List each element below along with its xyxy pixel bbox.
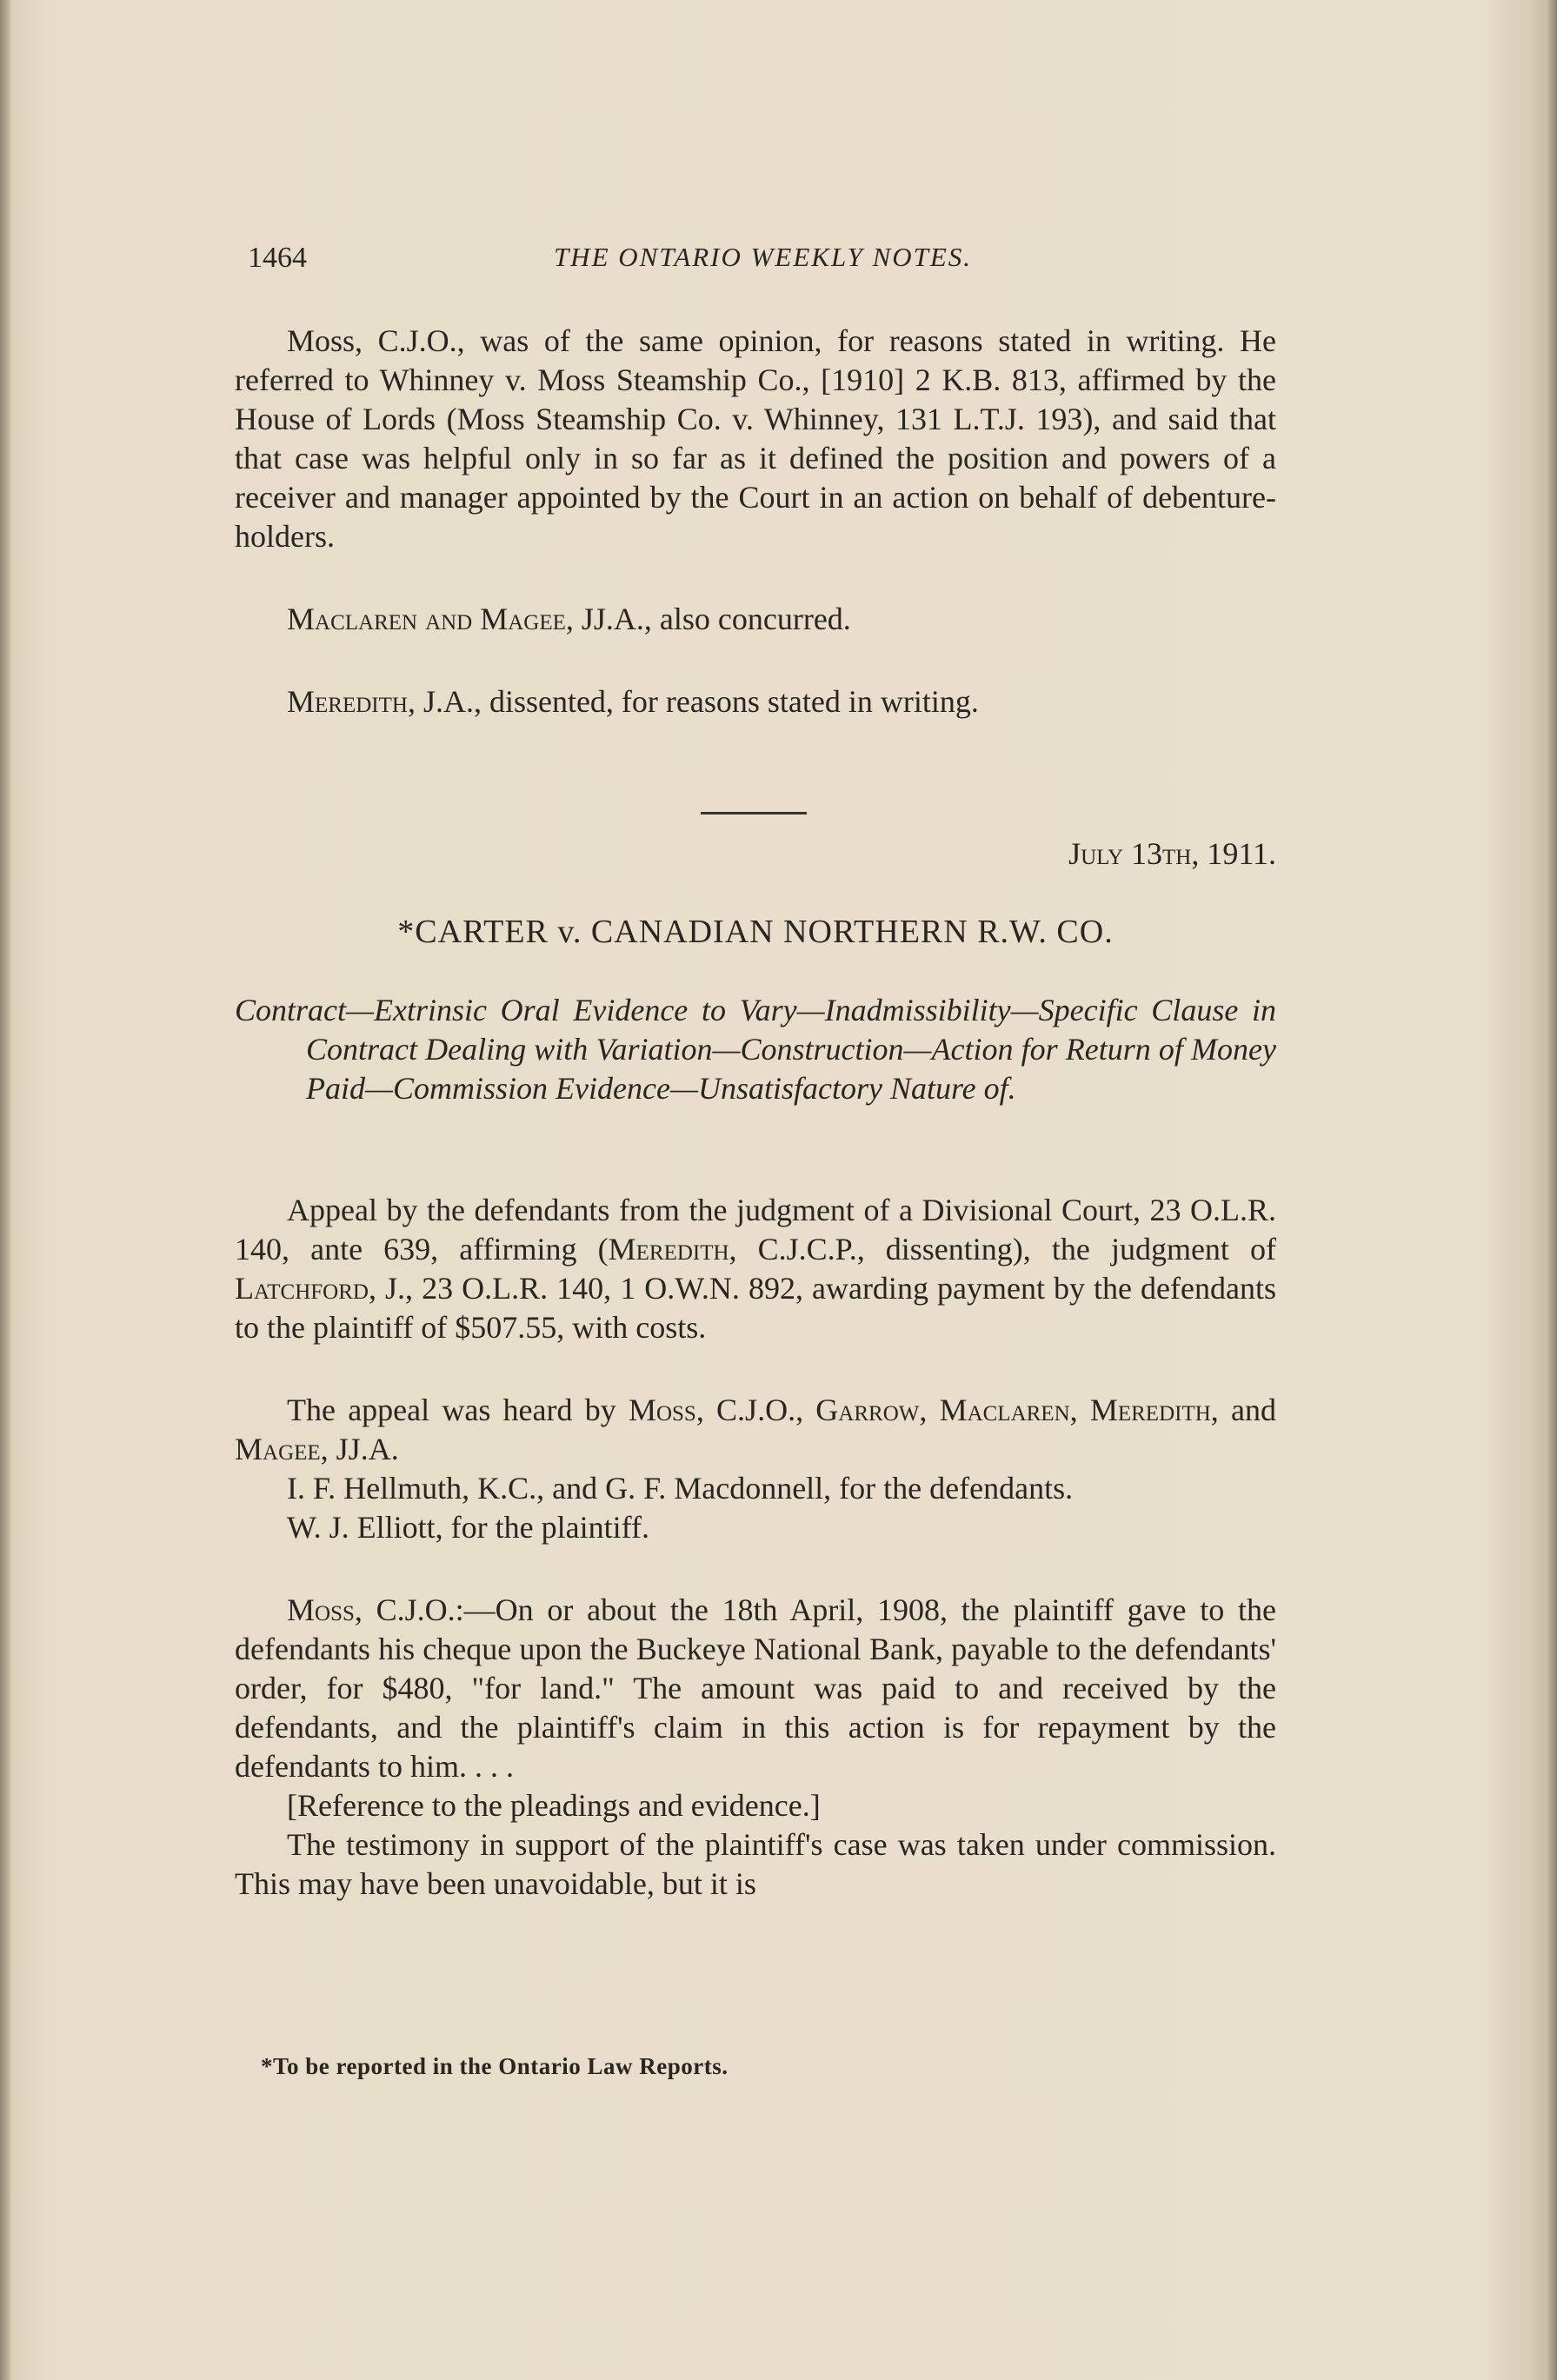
heard-text-3: , and [1210, 1393, 1276, 1427]
case-body [235, 1191, 1276, 1904]
catchwords-text: Contract—Extrinsic Oral Evidence to Vary—Inadmissibility—Specific Clause in Contract Dealing with Variation—Construction—Action for Return of Money Paid—Commission Evidence—Unsatisfactory Nature of. [235, 993, 1276, 1106]
heard-moss: Moss [628, 1393, 696, 1427]
prev-case-block [235, 322, 1276, 721]
page-edge-right [1545, 0, 1557, 2380]
dissent-name: Meredith [287, 684, 408, 719]
counsel-defendants: I. F. Hellmuth, K.C., and G. F. Macdonnell, for the defendants. [287, 1471, 1074, 1506]
appeal-text-1: Appeal by the defendants from the judgment of a Divisional Court, 23 O.L.R. 140, ante 639, affirming ( [235, 1193, 1276, 1266]
concurred-paragraph [235, 600, 1276, 639]
dissent-text: , J.A., dissented, for reasons stated in writing. [407, 684, 979, 719]
counsel-plaintiff: W. J. Elliott, for the plaintiff. [287, 1510, 649, 1545]
reference-paragraph: [Reference to the pleadings and evidence.] [287, 1788, 821, 1823]
appeal-judge-1: Meredith [608, 1232, 729, 1266]
section-rule [701, 812, 807, 814]
heard-text-2: , C.J.O., [695, 1393, 816, 1427]
catchwords [235, 991, 1276, 1108]
testimony-paragraph: The testimony in support of the plaintiff's case was taken under commission. This may have been unavoidable, but it is [235, 1827, 1276, 1901]
appeal-text-3: , J., 23 O.L.R. 140, 1 O.W.N. 892, awarding payment by the defendants to the plaintiff of $507.55, with costs. [235, 1271, 1276, 1345]
appeal-judge-2: Latchford [235, 1271, 369, 1306]
heard-paragraph [235, 1391, 1276, 1469]
dissent-paragraph [235, 682, 1276, 721]
footnote: *To be reported in the Ontario Law Reports. [261, 2053, 729, 2079]
concurred-names: Maclaren and Magee [287, 602, 566, 636]
appeal-paragraph [235, 1191, 1276, 1347]
page-header [248, 242, 1278, 285]
page-number: 1464 [248, 242, 307, 274]
judgment-text: , C.J.O.:—On or about the 18th April, 1908, the plaintiff gave to the defendants his cheque upon the Buckeye National Bank, payable to the defendants' order, for $480, "for land." The amount was paid to and received by the defendants, and the plaintiff's claim in this action is for repayment by the defendants to him. . . . [235, 1592, 1276, 1784]
running-head: THE ONTARIO WEEKLY NOTES. [553, 242, 973, 272]
page-edge-left [0, 0, 10, 2380]
case-date: July 13th, 1911. [1068, 836, 1276, 871]
concurred-text: , JJ.A., also concurred. [565, 602, 851, 636]
heard-names: Garrow, Maclaren, Meredith [815, 1393, 1211, 1427]
moss-opinion-paragraph: Moss, C.J.O., was of the same opinion, for reasons stated in writing. He referred to Whinney v. Moss Steamship Co., [1910] 2 K.B. 813, affirmed by the House of Lords (Moss Steamship Co. v. Whinney, 131 L.T.J. 193), and said that that case was helpful only in so far as it defined the position and powers of a receiver and manager appointed by the Court in an action on behalf of debenture-holders. [235, 323, 1276, 554]
case-title: *CARTER v. CANADIAN NORTHERN R.W. CO. [397, 914, 1114, 950]
heard-text-1: The appeal was heard by [287, 1393, 629, 1427]
heard-magee: Magee [235, 1432, 321, 1466]
appeal-text-2: , C.J.C.P., dissenting), the judgment of [729, 1232, 1276, 1266]
judgment-paragraph [235, 1591, 1276, 1786]
judgment-judge: Moss [287, 1592, 355, 1627]
heard-text-4: , JJ.A. [320, 1432, 399, 1466]
